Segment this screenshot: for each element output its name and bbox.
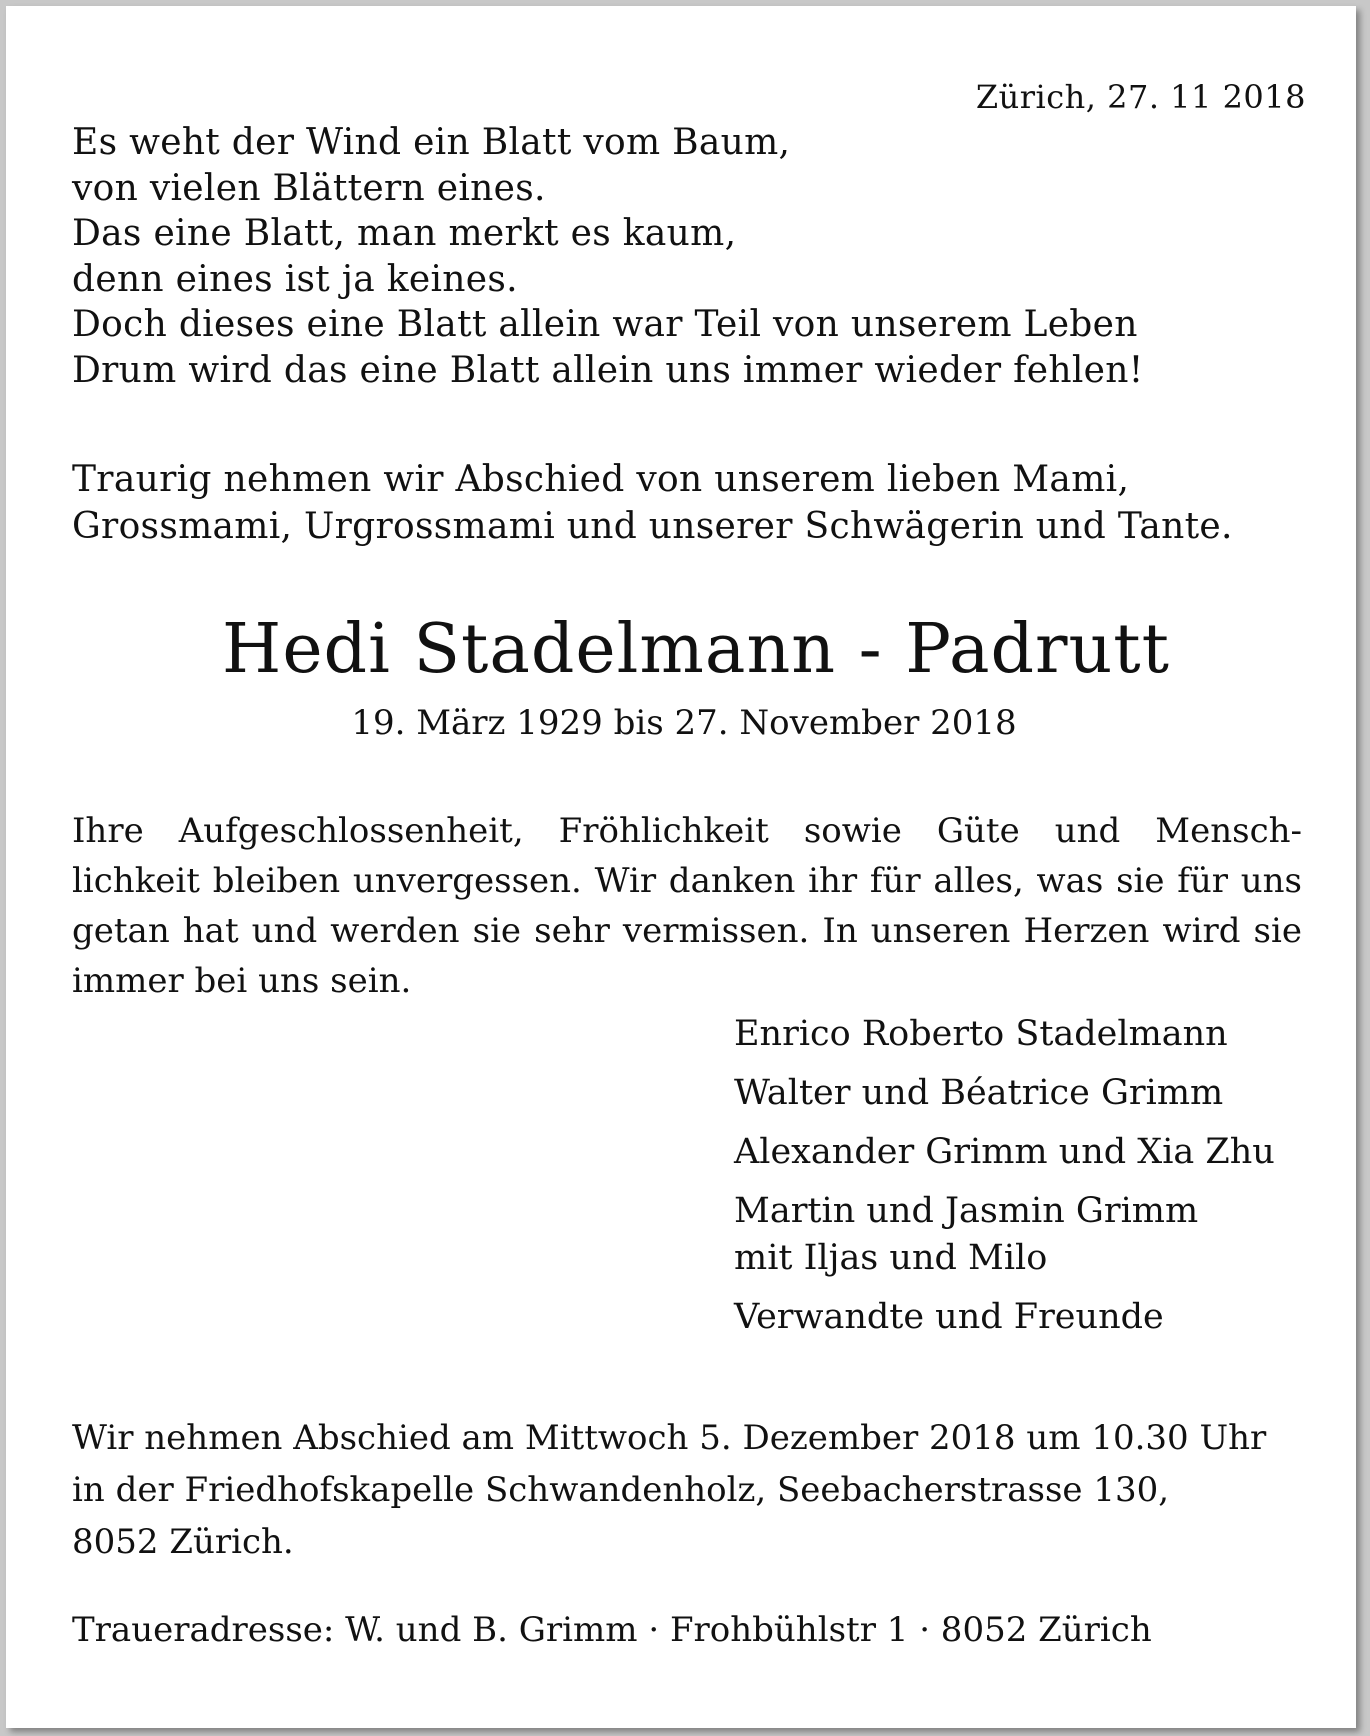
mourner-name: Verwandte und Freunde: [734, 1297, 1164, 1337]
ceremony-line: Wir nehmen Abschied am Mittwoch 5. Dezember 2018 um 10.30 Uhr: [72, 1418, 1267, 1458]
tribute-text: [72, 806, 1302, 1006]
intro-line: Grossmami, Urgrossmami und unserer Schwägerin und Tante.: [72, 506, 1233, 547]
mourners-list: [734, 1011, 1275, 1353]
mourner-name: Alexander Grimm und Xia Zhu: [734, 1132, 1275, 1172]
mourner-name-continued: mit Iljas und Milo: [734, 1238, 1048, 1278]
place-date: Zürich, 27. 11 2018: [975, 78, 1306, 116]
mourner-entry: [734, 1129, 1275, 1176]
mourner-entry: [734, 1294, 1275, 1341]
poem-line: Drum wird das eine Blatt allein uns immer wieder fehlen!: [72, 349, 1144, 391]
mourner-name: Enrico Roberto Stadelmann: [734, 1014, 1228, 1054]
ceremony-line: 8052 Zürich.: [72, 1522, 294, 1562]
obituary-page: [6, 6, 1356, 1728]
mourner-entry: [734, 1188, 1275, 1282]
poem-line: von vielen Blättern eines.: [72, 167, 546, 209]
mourner-name: Walter und Béatrice Grimm: [734, 1073, 1224, 1113]
mourner-entry: [734, 1011, 1275, 1058]
mourner-entry: [734, 1070, 1275, 1117]
ceremony-line: in der Friedhofskapelle Schwandenholz, Seebacherstrasse 130,: [72, 1470, 1170, 1510]
poem: [72, 120, 1144, 393]
poem-line: Es weht der Wind ein Blatt vom Baum,: [72, 122, 791, 163]
deceased-name: Hedi Stadelmann - Padrutt: [222, 610, 1170, 689]
deceased-lifespan: 19. März 1929 bis 27. November 2018: [351, 703, 1017, 743]
mourning-address: Traueradresse: W. und B. Grimm · Frohbühlstr 1 · 8052 Zürich: [72, 1610, 1152, 1650]
tribute-line: lichkeit bleiben unvergessen. Wir danken ihr für alles, was sie für uns: [72, 861, 1302, 901]
mourner-name: Martin und Jasmin Grimm: [734, 1191, 1199, 1231]
intro-text: [72, 456, 1233, 550]
poem-line: Doch dieses eine Blatt allein war Teil von unserem Leben: [72, 304, 1138, 345]
intro-line: Traurig nehmen wir Abschied von unserem lieben Mami,: [72, 459, 1130, 500]
ceremony-info: [72, 1412, 1266, 1568]
poem-line: Das eine Blatt, man merkt es kaum,: [72, 213, 737, 254]
tribute-line: Ihre Aufgeschlossenheit, Fröhlichkeit sowie Güte und Mensch-: [72, 811, 1302, 851]
tribute-line: getan hat und werden sie sehr vermissen. In unseren Herzen wird sie: [72, 911, 1302, 951]
poem-line: denn eines ist ja keines.: [72, 258, 518, 300]
tribute-line: immer bei uns sein.: [72, 961, 412, 1001]
